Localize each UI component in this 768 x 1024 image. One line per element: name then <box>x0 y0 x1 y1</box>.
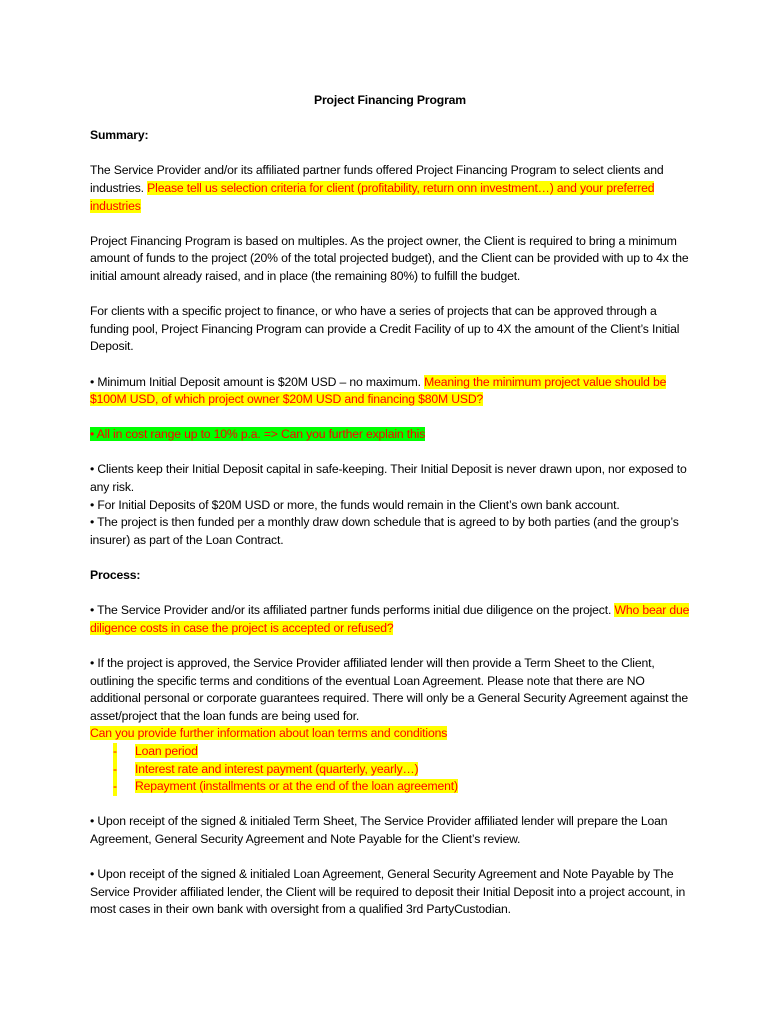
drawdown-bullet: • The project is then funded per a monthly draw down schedule that is agreed to by both parties (and the group’s insurer) as part of the Loan Contract. <box>90 515 679 547</box>
process-paragraph-3: • Upon receipt of the signed & initialed Term Sheet, The Service Provider affiliated lender will prepare the Loan Agreement, General Security Agreement and Note Payable for the Client’s review. <box>90 814 668 846</box>
cost-range-bullet <box>90 426 690 444</box>
summary-paragraph-2: Project Financing Program is based on multiples. As the project owner, the Client is required to bring a minimum amount of funds to the project (20% of the total projected budget), and the Client can be provided with up to 4x the initial amount already raised, and in place (the remaining 80%) to fulfill the budget. <box>90 233 689 283</box>
due-diligence-text: • The Service Provider and/or its affiliated partner funds performs initial due diligence on the project. <box>90 603 612 618</box>
bank-account-bullet: • For Initial Deposits of $20M USD or more, the funds would remain in the Client’s own bank account. <box>90 497 620 512</box>
loan-terms-note: Can you provide further information about loan terms and conditions <box>90 726 448 741</box>
loan-terms-list <box>90 743 690 796</box>
summary-paragraph-1-text: The Service Provider and/or its affiliated partner funds offered Project Financing Program to select clients and industries. <box>90 163 664 195</box>
list-dash: - <box>113 761 117 779</box>
due-diligence-note: Who bear due diligence costs in case the project is accepted or refused? <box>90 603 690 635</box>
list-item <box>90 761 690 779</box>
loan-terms-question <box>90 725 690 743</box>
list-item <box>90 743 690 761</box>
process-paragraph-1 <box>90 602 690 637</box>
minimum-deposit-note: Meaning the minimum project value should be $100M USD, of which project owner $20M USD and financing $80M USD? <box>90 374 667 407</box>
process-paragraph-2: • If the project is approved, the Service Provider affiliated lender will then provide a Term Sheet to the Client, outlining the specific terms and conditions of the eventual Loan Agreement. Please note that there are NO additional personal or corporate guarantees required. There will only be a General Security Agreement against the asset/project that the loan funds are being used for. <box>90 656 688 723</box>
document-page <box>90 92 690 937</box>
interest-rate-item: Interest rate and interest payment (quarterly, yearly…) <box>135 761 419 776</box>
list-dash: - <box>113 743 117 761</box>
document-title: Project Financing Program <box>313 93 466 107</box>
selection-criteria-note: Please tell us selection criteria for client (profitability, return onn investment…) and your preferred industries <box>90 180 655 213</box>
list-dash: - <box>113 778 117 796</box>
minimum-deposit-text: • Minimum Initial Deposit amount is $20M USD – no maximum. <box>90 374 421 389</box>
minimum-deposit-bullet <box>90 374 690 409</box>
repayment-item: Repayment (installments or at the end of the loan agreement) <box>135 779 458 794</box>
list-item <box>90 778 690 796</box>
cost-range-note: • All in cost range up to 10% p.a. => Can you further explain this <box>90 427 426 442</box>
process-paragraph-4: • Upon receipt of the signed & initialed Loan Agreement, General Security Agreement and Note Payable by The Service Provider affiliated lender, the Client will be required to deposit their Initial Deposit into a project account, in most cases in their own bank with oversight from a qualified 3rd PartyCustodian. <box>90 867 686 917</box>
safekeeping-bullet: • Clients keep their Initial Deposit capital in safe-keeping. Their Initial Deposit is never drawn upon, nor exposed to any risk. <box>90 462 687 495</box>
loan-period-item: Loan period <box>135 743 198 758</box>
summary-paragraph-1 <box>90 162 690 215</box>
process-heading: Process: <box>90 568 141 583</box>
summary-heading: Summary: <box>90 128 149 143</box>
summary-paragraph-3: For clients with a specific project to finance, or who have a series of projects that can be approved through a funding pool, Project Financing Program can provide a Credit Facility of up to 4X the amount of the Client’s Initial Deposit. <box>90 304 680 354</box>
